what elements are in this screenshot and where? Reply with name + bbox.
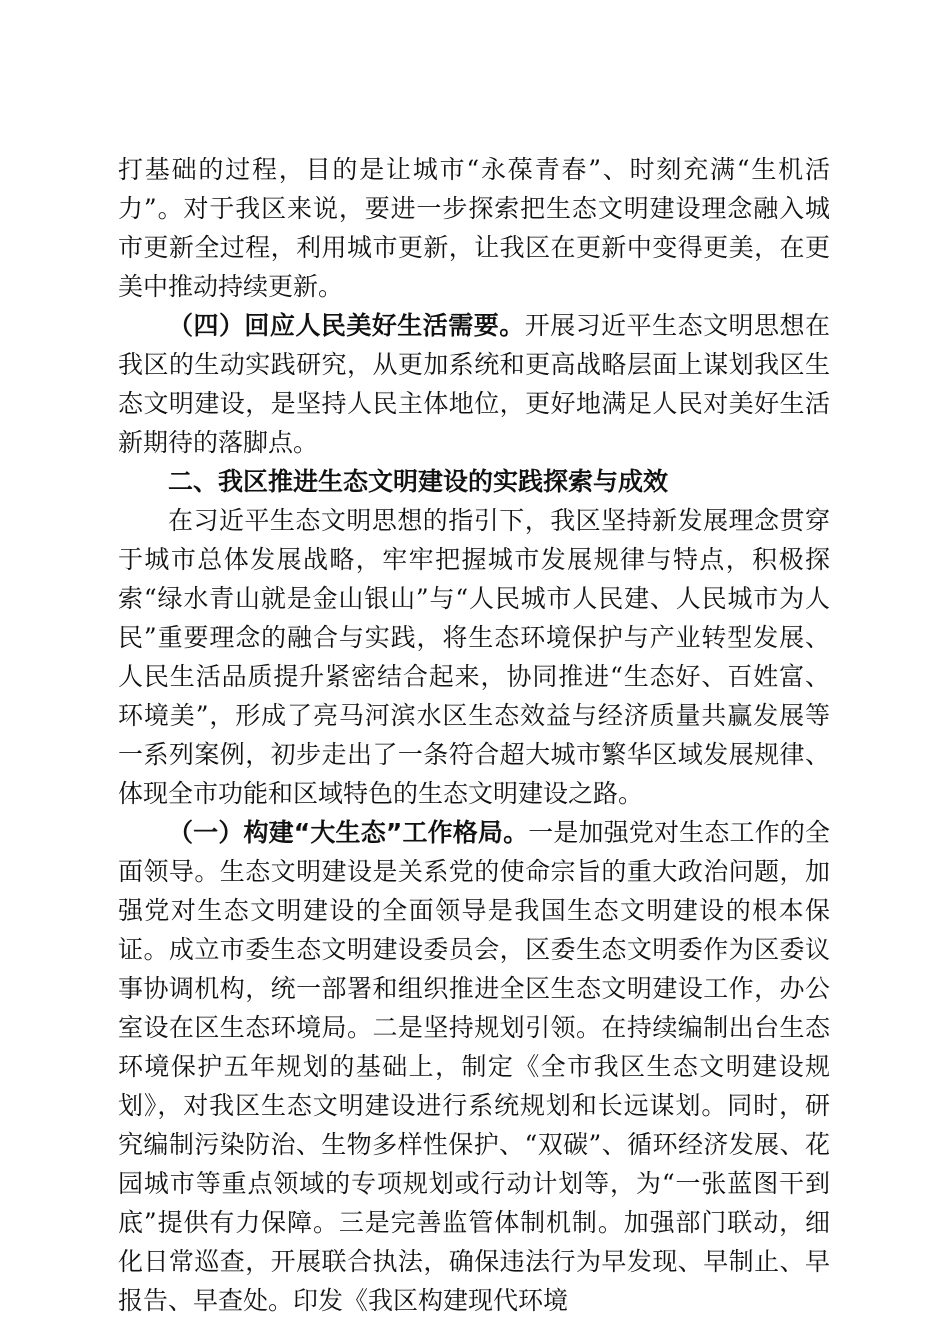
section-heading: 二、我区推进生态文明建设的实践探索与成效 <box>168 467 669 496</box>
document-body <box>118 150 830 1320</box>
paragraph-intro <box>118 501 830 813</box>
paragraph-text: 打基础的过程，目的是让城市“永葆青春”、时刻充满“生机活力”。对于我区来说，要进一步探索把生态文明建设理念融入城市更新全过程，利用城市更新，让我区在更新中变得更美，在更美中推动持续更新。 <box>118 155 830 301</box>
paragraph-section-one <box>118 813 830 1320</box>
paragraph-lead-heading: （四）回应人民美好生活需要。 <box>168 311 525 340</box>
paragraph-lead-heading: （一）构建“大生态”工作格局。 <box>168 818 529 847</box>
paragraph-text: 一是加强党对生态工作的全面领导。生态文明建设是关系党的使命宗旨的重大政治问题，加强党对生态文明建设的全面领导是我国生态文明建设的根本保证。成立市委生态文明建设委员会，区委生态文明委作为区委议事协调机构，统一部署和组织推进全区生态文明建设工作，办公室设在区生态环境局。二是坚持规划引领。在持续编制出台生态环境保护五年规划的基础上，制定《全市我区生态文明建设规划》，对我区生态文明建设进行系统规划和长远谋划。同时，研究编制污染防治、生物多样性保护、“双碳”、循环经济发展、花园城市等重点领域的专项规划或行动计划等，为“一张蓝图干到底”提供有力保障。三是完善监管体制机制。加强部门联动，细化日常巡查，开展联合执法，确保违法行为早发现、早制止、早报告、早查处。印发《我区构建现代环境 <box>118 818 830 1315</box>
paragraph-text: 在习近平生态文明思想的指引下，我区坚持新发展理念贯穿于城市总体发展战略，牢牢把握城市发展规律与特点，积极探索“绿水青山就是金山银山”与“人民城市人民建、人民城市为人民”重要理念的融合与实践，将生态环境保护与产业转型发展、人民生活品质提升紧密结合起来，协同推进“生态好、百姓富、环境美”，形成了亮马河滨水区生态效益与经济质量共赢发展等一系列案例，初步走出了一条符合超大城市繁华区域发展规律、体现全市功能和区域特色的生态文明建设之路。 <box>118 506 830 808</box>
paragraph-section-four <box>118 306 830 462</box>
paragraph-text: 开展习近平生态文明思想在我区的生动实践研究，从更加系统和更高战略层面上谋划我区生态文明建设，是坚持人民主体地位，更好地满足人民对美好生活新期待的落脚点。 <box>118 311 830 457</box>
paragraph-continued <box>118 150 830 306</box>
